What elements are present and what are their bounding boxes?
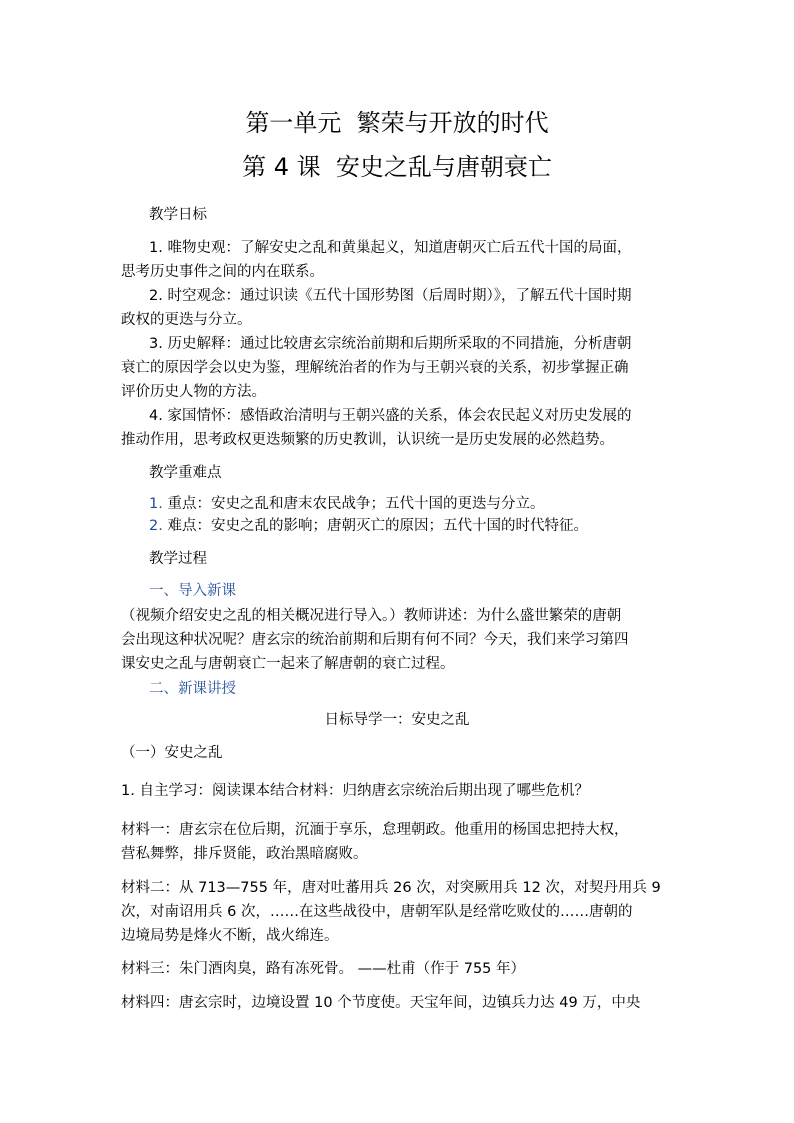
key-point-1-number: 1. <box>149 496 163 512</box>
material-1-line-1: 材料一：唐玄宗在位后期，沉湎于享乐，怠理朝政。他重用的杨国忠把持大权， <box>121 822 629 838</box>
goal-3-line-1: 3. 历史解释：通过比较唐玄宗统治前期和后期所采取的不同措施，分析唐朝 <box>149 336 632 352</box>
key-point-2 <box>149 516 709 536</box>
goal-2-line-2: 政权的更迭与分立。 <box>121 312 252 328</box>
target-1-heading: 日标导学一：安史之乱 <box>324 712 470 728</box>
material-1-line-2: 营私舞弊，排斥贤能，政治黑暗腐败。 <box>121 846 368 862</box>
material-2-line-2: 次，对南诏用兵 6 次，……在这些战役中，唐朝军队是经常吃败仗的……唐朝的 <box>121 904 633 920</box>
goal-1-line-2: 思考历史事件之间的内在联系。 <box>121 264 324 280</box>
material-2-line-1: 材料二：从 713—755 年，唐对吐蕃用兵 26 次，对突厥用兵 12 次，对契丹用兵 9 <box>121 880 661 896</box>
key-point-2-number: 2. <box>149 518 163 534</box>
subsection-1-heading: （一）安史之乱 <box>121 745 223 761</box>
goal-4-line-2: 推动作用，思考政权更迭频繁的历史教训，认识统一是历史发展的必然趋势。 <box>121 432 614 448</box>
lesson-title: 第 4 课 安史之乱与唐朝衰亡 <box>242 153 552 181</box>
material-3: 材料三：朱门酒肉臭，路有冻死骨。 ——杜甫（作于 755 年） <box>121 961 526 977</box>
intro-line-2: 会出现这种状况呢？唐玄宗的统治前期和后期有何不同？今天，我们来学习第四 <box>121 632 629 648</box>
unit-title: 第一单元 繁荣与开放的时代 <box>245 109 549 137</box>
goal-3-line-3: 评价历史人物的方法。 <box>121 384 266 400</box>
goal-2-line-1: 2. 时空观念：通过识读《五代十国形势图（后周时期）》，了解五代十国时期 <box>149 288 632 304</box>
key-heading: 教学重难点 <box>149 465 222 481</box>
goal-4-line-1: 4. 家国情怀：感悟政治清明与王朝兴盛的关系，体会农民起义对历史发展的 <box>149 408 632 424</box>
intro-line-3: 课安史之乱与唐朝衰亡一起来了解唐朝的衰亡过程。 <box>121 656 455 672</box>
goal-3-line-2: 衰亡的原因学会以史为鉴，理解统治者的作为与王朝兴衰的关系，初步掌握正确 <box>121 360 629 376</box>
key-point-1 <box>149 494 709 514</box>
goals-heading: 教学日标 <box>149 207 207 223</box>
material-2-line-3: 边境局势是烽火不断，战火绵连。 <box>121 928 339 944</box>
goal-1-line-1: 1. 唯物史观：了解安史之乱和黄巢起义，知道唐朝灭亡后五代十国的局面， <box>149 240 632 256</box>
process-heading: 教学过程 <box>149 551 207 567</box>
self-study-prompt: 1. 自主学习：阅读课本结合材料：归纳唐玄宗统治后期出现了哪些危机？ <box>121 783 589 799</box>
key-point-1-text: 重点：安史之乱和唐末农民战争；五代十国的更迭与分立。 <box>162 496 545 512</box>
material-4-line-1: 材料四：唐玄宗时，边境设置 10 个节度使。天宝年间，边镇兵力达 49 万，中央 <box>121 995 641 1011</box>
part-2-heading: 二、新课讲授 <box>149 681 236 697</box>
part-1-heading: 一、导入新课 <box>149 583 236 599</box>
intro-line-1: （视频介绍安史之乱的相关概况进行导入。）教师讲述：为什么盛世繁荣的唐朝 <box>121 608 622 624</box>
key-point-2-text: 难点：安史之乱的影响；唐朝灭亡的原因；五代十国的时代特征。 <box>162 518 588 534</box>
